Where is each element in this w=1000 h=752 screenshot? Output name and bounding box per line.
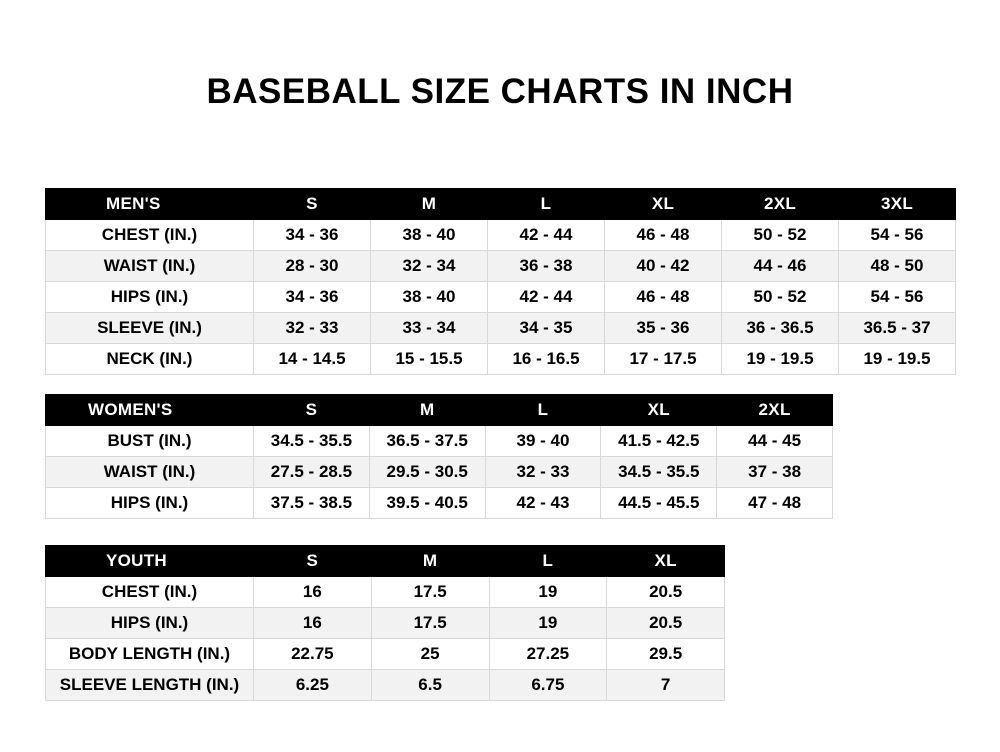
column-header: XL bbox=[601, 395, 717, 426]
table-row bbox=[46, 344, 956, 375]
row-label: CHEST (IN.) bbox=[46, 220, 254, 251]
table-cell: 16 - 16.5 bbox=[488, 344, 605, 375]
table-cell: 6.5 bbox=[371, 670, 489, 701]
table-row bbox=[46, 577, 725, 608]
table-cell: 19 bbox=[489, 577, 607, 608]
column-header: M bbox=[369, 395, 485, 426]
table-row bbox=[46, 313, 956, 344]
table-cell: 33 - 34 bbox=[371, 313, 488, 344]
table-cell: 34.5 - 35.5 bbox=[601, 457, 717, 488]
table-cell: 44 - 46 bbox=[722, 251, 839, 282]
table-cell: 44.5 - 45.5 bbox=[601, 488, 717, 519]
row-label: HIPS (IN.) bbox=[46, 608, 254, 639]
row-label: HIPS (IN.) bbox=[46, 282, 254, 313]
table-cell: 19 - 19.5 bbox=[839, 344, 956, 375]
table-cell: 35 - 36 bbox=[605, 313, 722, 344]
table-cell: 7 bbox=[607, 670, 725, 701]
row-label: NECK (IN.) bbox=[46, 344, 254, 375]
table-cell: 36 - 38 bbox=[488, 251, 605, 282]
column-header: 2XL bbox=[722, 189, 839, 220]
table-cell: 34 - 36 bbox=[254, 282, 371, 313]
table-cell: 46 - 48 bbox=[605, 220, 722, 251]
column-header: L bbox=[485, 395, 601, 426]
table-header-row bbox=[46, 189, 956, 220]
table-row bbox=[46, 220, 956, 251]
table-cell: 38 - 40 bbox=[371, 220, 488, 251]
table-cell: 39.5 - 40.5 bbox=[369, 488, 485, 519]
table-cell: 38 - 40 bbox=[371, 282, 488, 313]
table-row bbox=[46, 457, 833, 488]
table-cell: 6.75 bbox=[489, 670, 607, 701]
column-header: L bbox=[488, 189, 605, 220]
table-cell: 37.5 - 38.5 bbox=[254, 488, 370, 519]
table-cell: 37 - 38 bbox=[717, 457, 833, 488]
row-label: HIPS (IN.) bbox=[46, 488, 254, 519]
table-row bbox=[46, 670, 725, 701]
column-header: M bbox=[371, 189, 488, 220]
table-cell: 17.5 bbox=[371, 608, 489, 639]
page-title: BASEBALL SIZE CHARTS IN INCH bbox=[206, 72, 794, 111]
table-cell: 42 - 44 bbox=[488, 220, 605, 251]
table-cell: 15 - 15.5 bbox=[371, 344, 488, 375]
row-label: SLEEVE LENGTH (IN.) bbox=[46, 670, 254, 701]
table-cell: 28 - 30 bbox=[254, 251, 371, 282]
column-header: S bbox=[254, 395, 370, 426]
table-cell: 29.5 - 30.5 bbox=[369, 457, 485, 488]
table-cell: 17 - 17.5 bbox=[605, 344, 722, 375]
table-cell: 32 - 34 bbox=[371, 251, 488, 282]
youth-size-table bbox=[45, 545, 725, 701]
table-cell: 50 - 52 bbox=[722, 220, 839, 251]
column-header: XL bbox=[607, 546, 725, 577]
table-cell: 46 - 48 bbox=[605, 282, 722, 313]
row-label: BODY LENGTH (IN.) bbox=[46, 639, 254, 670]
table-cell: 32 - 33 bbox=[254, 313, 371, 344]
column-header: YOUTH bbox=[46, 546, 254, 577]
table-row bbox=[46, 608, 725, 639]
table-cell: 39 - 40 bbox=[485, 426, 601, 457]
column-header: S bbox=[254, 546, 372, 577]
table-row bbox=[46, 426, 833, 457]
table-cell: 22.75 bbox=[254, 639, 372, 670]
table-cell: 6.25 bbox=[254, 670, 372, 701]
row-label: CHEST (IN.) bbox=[46, 577, 254, 608]
mens-size-table bbox=[45, 188, 956, 375]
table-header-row bbox=[46, 395, 833, 426]
row-label: BUST (IN.) bbox=[46, 426, 254, 457]
table-cell: 16 bbox=[254, 577, 372, 608]
table-cell: 34.5 - 35.5 bbox=[254, 426, 370, 457]
column-header: 2XL bbox=[717, 395, 833, 426]
table-cell: 47 - 48 bbox=[717, 488, 833, 519]
column-header: MEN'S bbox=[46, 189, 254, 220]
column-header: WOMEN'S bbox=[46, 395, 254, 426]
table-cell: 42 - 43 bbox=[485, 488, 601, 519]
table-cell: 36.5 - 37 bbox=[839, 313, 956, 344]
row-label: SLEEVE (IN.) bbox=[46, 313, 254, 344]
row-label: WAIST (IN.) bbox=[46, 457, 254, 488]
table-cell: 54 - 56 bbox=[839, 282, 956, 313]
table-header-row bbox=[46, 546, 725, 577]
column-header: S bbox=[254, 189, 371, 220]
table-cell: 27.25 bbox=[489, 639, 607, 670]
table-cell: 41.5 - 42.5 bbox=[601, 426, 717, 457]
table-cell: 36.5 - 37.5 bbox=[369, 426, 485, 457]
table-cell: 54 - 56 bbox=[839, 220, 956, 251]
table-row bbox=[46, 639, 725, 670]
table-cell: 42 - 44 bbox=[488, 282, 605, 313]
table-row bbox=[46, 251, 956, 282]
table-cell: 19 bbox=[489, 608, 607, 639]
table-cell: 40 - 42 bbox=[605, 251, 722, 282]
table-cell: 25 bbox=[371, 639, 489, 670]
table-cell: 32 - 33 bbox=[485, 457, 601, 488]
column-header: XL bbox=[605, 189, 722, 220]
table-cell: 36 - 36.5 bbox=[722, 313, 839, 344]
table-cell: 20.5 bbox=[607, 577, 725, 608]
row-label: WAIST (IN.) bbox=[46, 251, 254, 282]
table-cell: 20.5 bbox=[607, 608, 725, 639]
table-cell: 14 - 14.5 bbox=[254, 344, 371, 375]
column-header: L bbox=[489, 546, 607, 577]
table-cell: 50 - 52 bbox=[722, 282, 839, 313]
table-cell: 34 - 35 bbox=[488, 313, 605, 344]
table-cell: 16 bbox=[254, 608, 372, 639]
table-cell: 48 - 50 bbox=[839, 251, 956, 282]
table-row bbox=[46, 282, 956, 313]
column-header: 3XL bbox=[839, 189, 956, 220]
womens-size-table bbox=[45, 394, 833, 519]
table-cell: 44 - 45 bbox=[717, 426, 833, 457]
table-cell: 19 - 19.5 bbox=[722, 344, 839, 375]
table-row bbox=[46, 488, 833, 519]
table-cell: 17.5 bbox=[371, 577, 489, 608]
table-cell: 29.5 bbox=[607, 639, 725, 670]
table-cell: 34 - 36 bbox=[254, 220, 371, 251]
column-header: M bbox=[371, 546, 489, 577]
table-cell: 27.5 - 28.5 bbox=[254, 457, 370, 488]
